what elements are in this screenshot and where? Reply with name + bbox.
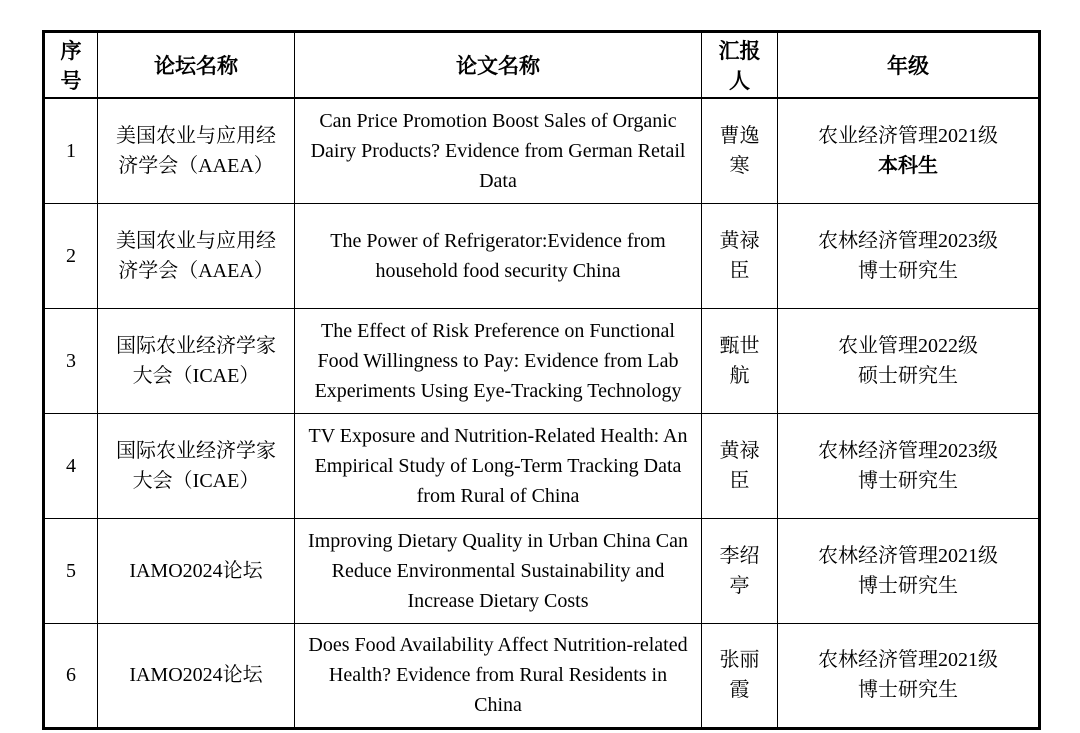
cell-forum-name: 国际农业经济学家大会（ICAE） (98, 308, 295, 413)
header-cell-grade: 年级 (778, 32, 1040, 99)
grade-program-line: 农业经济管理2021级 (818, 124, 998, 147)
cell-paper-title: The Power of Refrigerator:Evidence from household food security China (295, 203, 702, 308)
cell-grade (778, 203, 1040, 308)
grade-program-line: 农林经济管理2021级 (818, 544, 998, 567)
cell-index: 1 (44, 98, 98, 203)
cell-paper-title: Can Price Promotion Boost Sales of Organic Dairy Products? Evidence from German Retail Data (295, 98, 702, 203)
cell-presenter: 黄禄臣 (702, 203, 778, 308)
grade-degree-line: 博士研究生 (858, 469, 958, 492)
grade-program-line: 农业管理2022级 (838, 334, 978, 357)
cell-index: 5 (44, 518, 98, 623)
grade-program-line: 农林经济管理2023级 (818, 229, 998, 252)
cell-presenter: 曹逸寒 (702, 98, 778, 203)
header-row (44, 32, 1040, 99)
cell-presenter: 李绍亭 (702, 518, 778, 623)
cell-presenter: 张丽霞 (702, 623, 778, 728)
cell-grade (778, 413, 1040, 518)
grade-degree-line: 博士研究生 (858, 679, 958, 701)
cell-forum-name: IAMO2024论坛 (98, 623, 295, 728)
cell-grade (778, 518, 1040, 623)
table-row (44, 98, 1040, 203)
header-cell-paper-title: 论文名称 (295, 32, 702, 99)
cell-presenter: 甄世航 (702, 308, 778, 413)
header-cell-forum-name: 论坛名称 (98, 32, 295, 99)
cell-grade (778, 98, 1040, 203)
grade-degree-line: 博士研究生 (858, 574, 958, 597)
table-row (44, 308, 1040, 413)
cell-forum-name: IAMO2024论坛 (98, 518, 295, 623)
cell-index: 4 (44, 413, 98, 518)
cell-grade (778, 308, 1040, 413)
table-row (44, 203, 1040, 308)
grade-degree-line: 硕士研究生 (858, 364, 958, 387)
cell-forum-name: 美国农业与应用经济学会（AAEA） (98, 203, 295, 308)
cell-index: 2 (44, 203, 98, 308)
cell-forum-name: 美国农业与应用经济学会（AAEA） (98, 98, 295, 203)
header-cell-presenter: 汇报人 (702, 32, 778, 99)
cell-forum-name: 国际农业经济学家大会（ICAE） (98, 413, 295, 518)
cell-grade (778, 623, 1040, 728)
grade-program-line: 农林经济管理2023级 (818, 439, 998, 462)
header-cell-index: 序号 (44, 32, 98, 99)
grade-degree-line: 博士研究生 (858, 259, 958, 282)
cell-index: 3 (44, 308, 98, 413)
cell-paper-title: TV Exposure and Nutrition-Related Health: An Empirical Study of Long-Term Tracking Data from Rural of China (295, 413, 702, 518)
cell-paper-title: Does Food Availability Affect Nutrition-related Health? Evidence from Rural Residents in China (295, 623, 702, 728)
table-row (44, 518, 1040, 623)
cell-index: 6 (44, 623, 98, 728)
cell-paper-title: Improving Dietary Quality in Urban China Can Reduce Environmental Sustainability and Increase Dietary Costs (295, 518, 702, 623)
cell-paper-title: The Effect of Risk Preference on Functional Food Willingness to Pay: Evidence from Lab Experiments Using Eye-Tracking Technology (295, 308, 702, 413)
grade-degree-line: 本科生 (878, 154, 938, 177)
grade-program-line: 农林经济管理2021级 (818, 649, 998, 671)
table-row (44, 623, 1040, 728)
cell-presenter: 黄禄臣 (702, 413, 778, 518)
document-page (0, 30, 1080, 733)
papers-table (42, 30, 1041, 730)
table-row (44, 413, 1040, 518)
